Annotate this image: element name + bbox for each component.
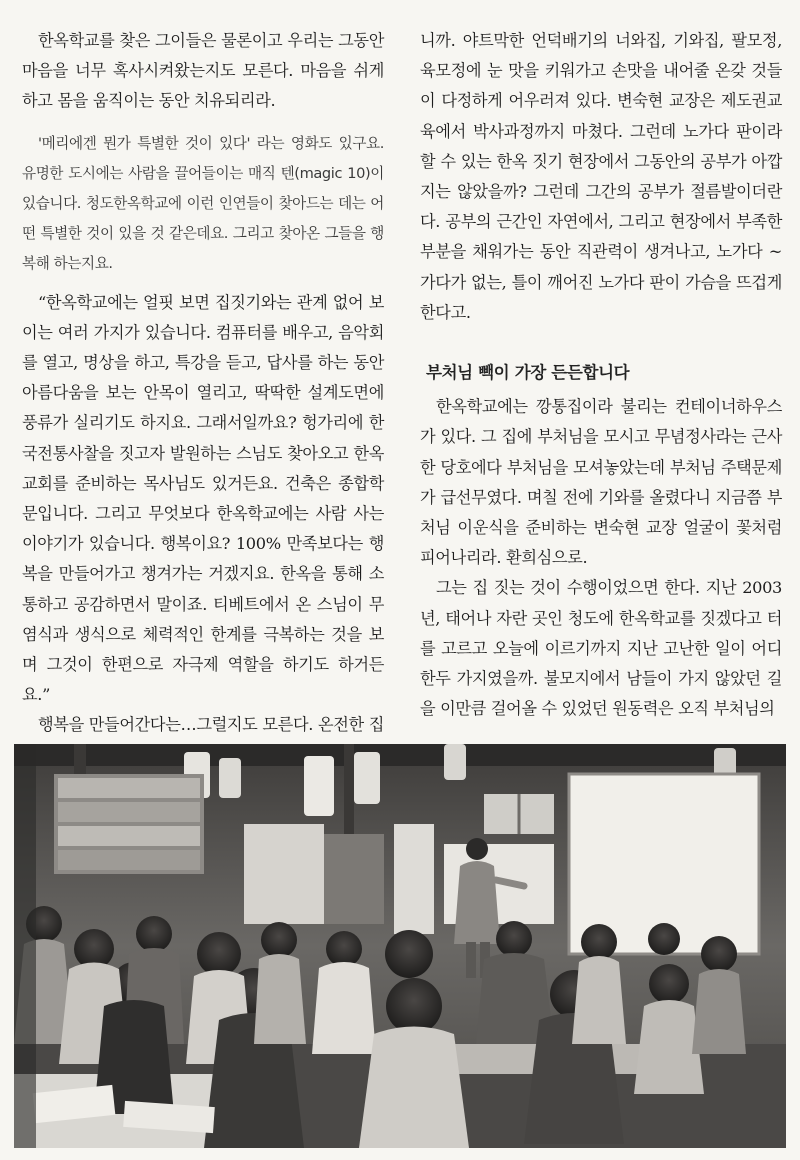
classroom-photo-illustration: [14, 744, 786, 1148]
paragraph: 한옥학교에는 깡통집이라 불리는 컨테이너하우스가 있다. 그 집에 부처님을 모시고 무념정사라는 근사한 당호에다 부처님을 모셔놓았는데 부처님 주택문제가 급선무였다. 며칠 전에 기와를 올렸다니 지금쯤 부처님 이운식을 준비하는 변숙현 교장 얼굴이 꽃처럼 피어나리라. 환희심으로.: [420, 397, 782, 568]
paragraph: 행복을 만들어간다는…그럴지도 모른다. 온전한 집: [38, 715, 384, 735]
section-heading: 부처님 빽이 가장 든든합니다: [426, 363, 630, 383]
interview-question: '메리에겐 뭔가 특별한 것이 있다' 라는 영화도 있구요. 유명한 도시에는 사람을 끌어들이는 매직 텐(magic 10)이 있습니다. 청도한옥학교에 이런 인연들이 찾아드는 데는 어떤 특별한 것이 있을 것 같은데요. 그리고 찾아온 그들을 행복해 하는지요.: [22, 134, 384, 273]
interview-answer: “한옥학교에는 얼핏 보면 집짓기와는 관계 없어 보이는 여러 가지가 있습니다. 컴퓨터를 배우고, 음악회를 열고, 명상을 하고, 특강을 듣고, 답사를 하는 동안 아름다움을 보는 안목이 열리고, 딱딱한 설계도면에 풍류가 실리기도 하지요. 그래서일까요? 헝가리에 한국전통사찰을 짓고자 발원하는 스님도 찾아오고 한옥 교회를 준비하는 목사님도 있거든요. 건축은 종합학문입니다. 그리고 무엇보다 한옥학교에는 사람 사는 이야기가 있습니다. 행복이요? 100% 만족보다는 행복을 만들어가고 챙겨가는 거겠지요. 한옥을 통해 소통하고 공감하면서 말이죠. 티베트에서 온 스님이 무염식과 생식으로 체력적인 한계를 극복하는 것을 보며 그것이 한편으로 자극제 역할을 하기도 하거든요.”: [22, 292, 384, 705]
paragraph: 한옥학교를 찾은 그이들은 물론이고 우리는 그동안 마음을 너무 혹사시켜왔는지도 모른다. 마음을 쉬게 하고 몸을 움직이는 동안 치유되리라.: [22, 31, 384, 111]
right-column: [420, 26, 782, 724]
paragraph: 그는 집 짓는 것이 수행이었으면 한다. 지난 2003년, 태어나 자란 곳인 청도에 한옥학교를 짓겠다고 터를 고르고 오늘에 이르기까지 지난 고난한 일이 어디 한두 가지였을까. 불모지에서 남들이 가지 않았던 길을 이만큼 걸어올 수 있었던 원동력은 오직 부처님의: [420, 578, 782, 719]
left-column: [22, 26, 384, 771]
paragraph: 니까. 야트막한 언덕배기의 너와집, 기와집, 팔모정, 육모정에 눈 맛을 키워가고 손맛을 내어줄 온갖 것들이 다정하게 어우러져 있다. 변숙현 교장은 제도권교육에서 박사과정까지 마쳤다. 그런데 노가다 판이라 할 수 있는 한옥 짓기 현장에서 그동안의 공부가 아깝지는 않았을까? 그런데 그간의 공부가 절름발이더란다. 공부의 근간인 자연에서, 그리고 현장에서 부족한 부분을 채워가는 동안 직관력이 생겨나고, 노가다 ~ 가다가 없는, 틀이 깨어진 노가다 판이 가슴을 뜨겁게 한다고.: [420, 31, 782, 322]
classroom-photo: [14, 744, 786, 1148]
